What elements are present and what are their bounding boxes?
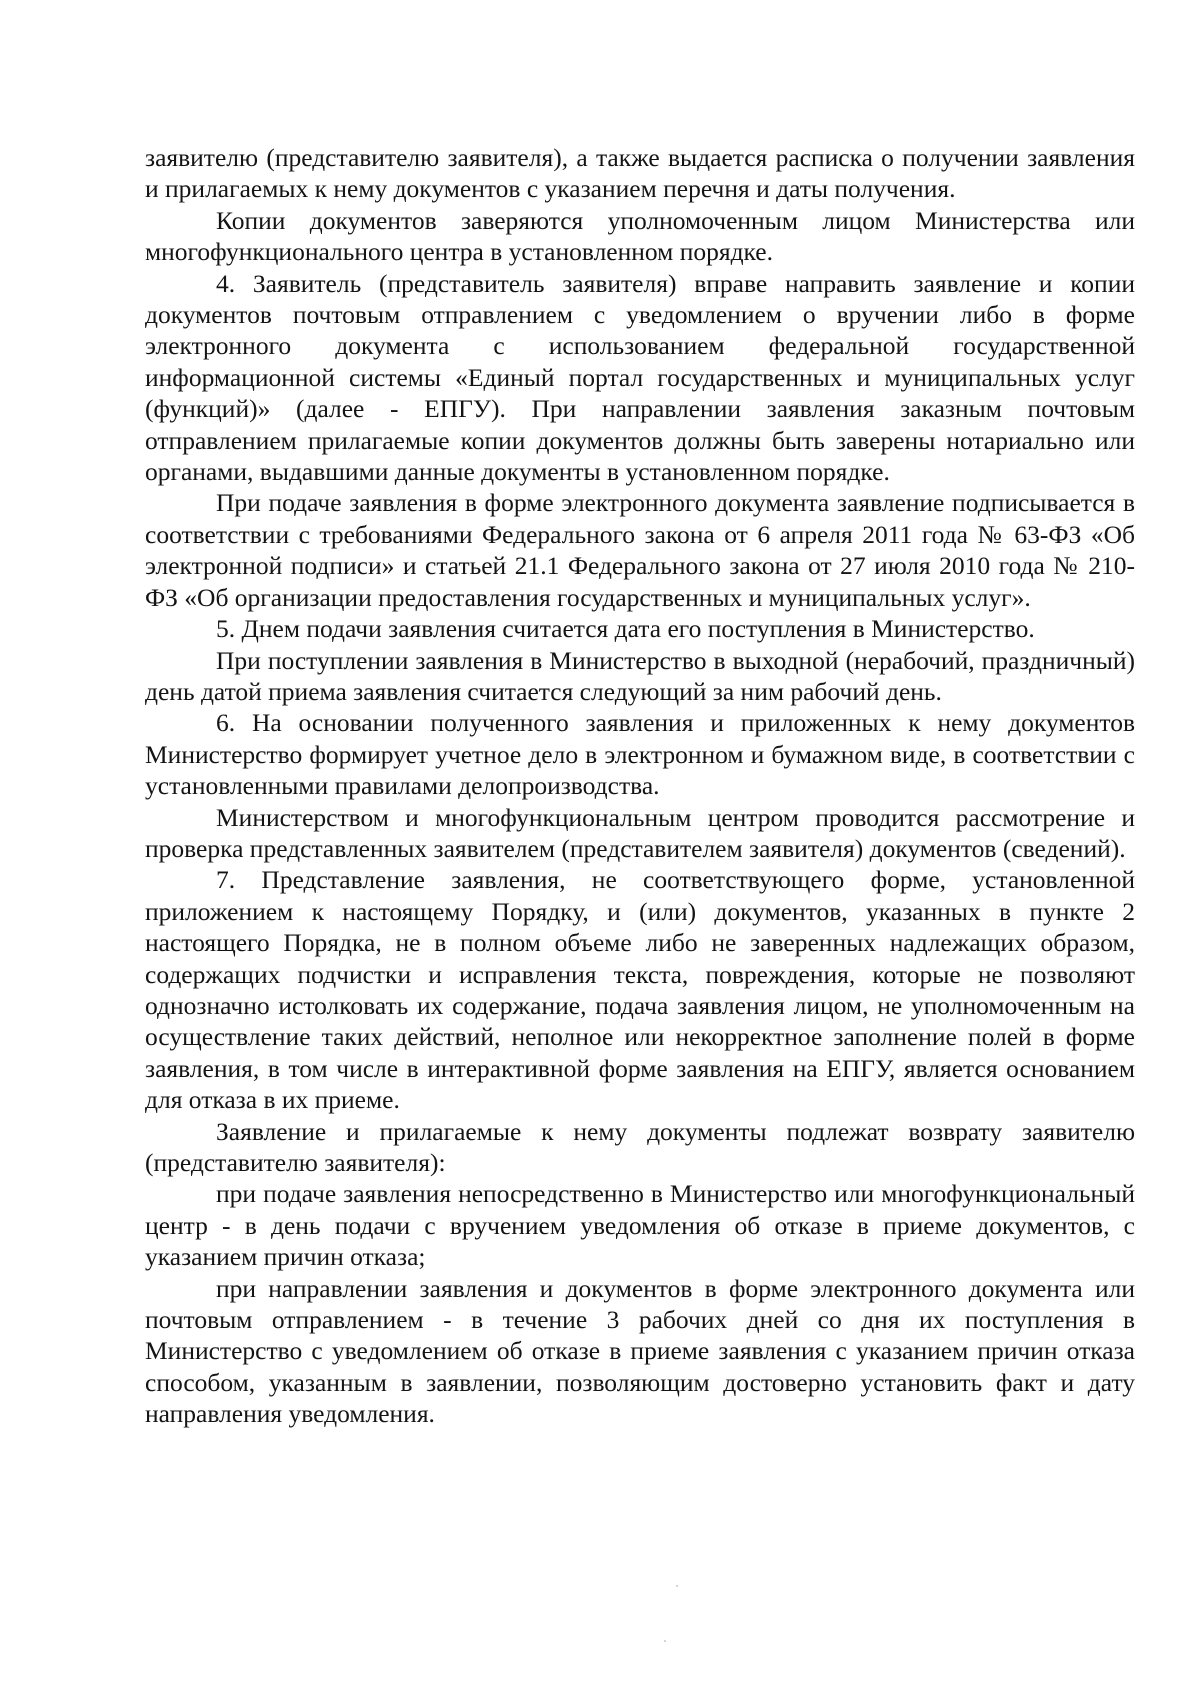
paragraph-item-5: 5. Днем подачи заявления считается дата его поступления в Министерство. xyxy=(216,614,1035,644)
paragraph-electronic-signature: При подаче заявления в форме электронного документа заявление подписывается в соответствии с требованиями Федерального закона от 6 апреля 2011 года № 63-ФЗ «Об электронной подписи» и статьей 21.1 Федерального закона от 27 июля 2010 года № 210-ФЗ «Об организации предоставления государственных и муниципальных услуг». xyxy=(145,488,1135,612)
paragraph-item-6: 6. На основании полученного заявления и приложенных к нему документов Министерство формирует учетное дело в электронном и бумажном виде, в соответствии с установленными правилами делопроизводства. xyxy=(145,708,1135,801)
document-body xyxy=(145,142,1135,1430)
paragraph-return-electronic-post: при направлении заявления и документов в форме электронного документа или почтовым отправлением - в течение 3 рабочих дней со дня их поступления в Министерство с уведомлением об отказе в приеме заявления с указанием причин отказа способом, указанным в заявлении, позволяющим достоверно установить факт и дату направления уведомления. xyxy=(145,1273,1135,1429)
paragraph-continuation: заявителю (представителю заявителя), а также выдается расписка о получении заявления и прилагаемых к нему документов с указанием перечня и даты получения. xyxy=(145,143,1135,204)
scan-speck xyxy=(676,1585,678,1587)
paragraph-item-4: 4. Заявитель (представитель заявителя) вправе направить заявление и копии документов почтовым отправлением с уведомлением о вручении либо в форме электронного документа с использованием федеральной государственной информационной системы «Единый портал государственных и муниципальных услуг (функций)» (далее - ЕПГУ). При направлении заявления заказным почтовым отправлением прилагаемые копии документов должны быть заверены нотариально или органами, выдавшими данные документы в установленном порядке. xyxy=(145,268,1135,487)
paragraph-holiday-receipt: При поступлении заявления в Министерство в выходной (нерабочий, праздничный) день датой приема заявления считается следующий за ним рабочий день. xyxy=(145,645,1135,706)
paragraph-return-in-person: при подаче заявления непосредственно в Министерство или многофункциональный центр - в день подачи с вручением уведомления об отказе в приеме документов, с указанием причин отказа; xyxy=(145,1179,1135,1272)
paragraph-copies-certification: Копии документов заверяются уполномоченным лицом Министерства или многофункционального центра в установленном порядке. xyxy=(145,205,1135,267)
paragraph-return-intro: Заявление и прилагаемые к нему документы подлежат возврату заявителю (представителю заявителя): xyxy=(145,1116,1135,1177)
paragraph-review: Министерством и многофункциональным центром проводится рассмотрение и проверка представленных заявителем (представителем заявителя) документов (сведений). xyxy=(145,802,1135,863)
scan-speck xyxy=(664,1640,666,1642)
paragraph-item-7: 7. Представление заявления, не соответствующего форме, установленной приложением к настоящему Порядку, и (или) документов, указанных в пункте 2 настоящего Порядка, не в полном объеме либо не заверенных надлежащих образом, содержащих подчистки и исправления текста, повреждения, которые не позволяют однозначно истолковать их содержание, подача заявления лицом, не уполномоченным на осуществление таких действий, неполное или некорректное заполнение полей в форме заявления, в том числе в интерактивной форме заявления на ЕПГУ, является основанием для отказа в их приеме. xyxy=(145,865,1135,1115)
